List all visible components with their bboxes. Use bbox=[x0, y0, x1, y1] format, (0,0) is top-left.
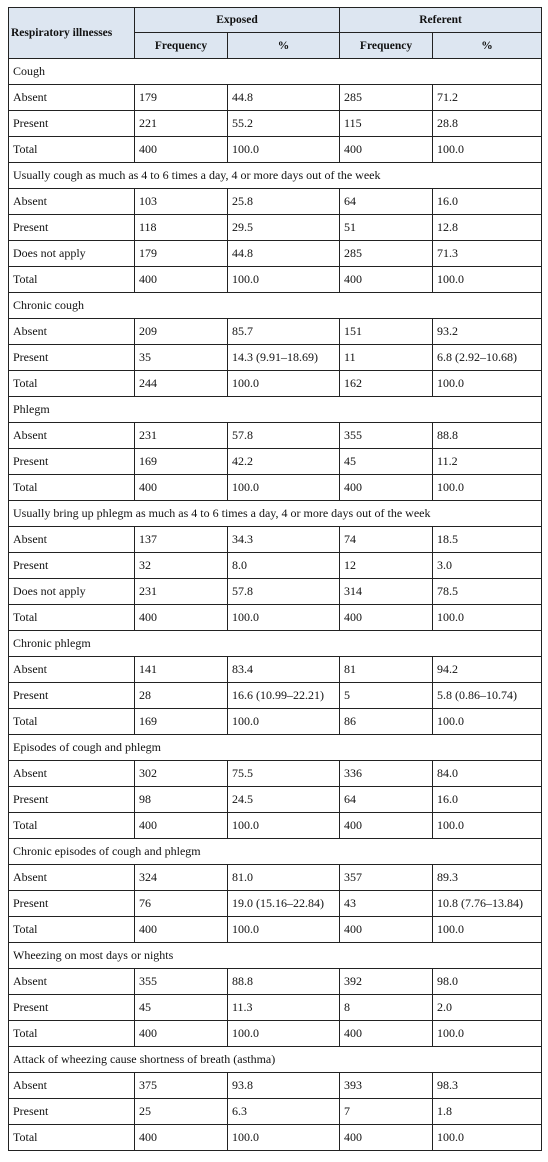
row-label-cell: Absent bbox=[9, 1073, 135, 1099]
exposed-frequency-cell: 45 bbox=[135, 995, 228, 1021]
table-row bbox=[9, 137, 542, 163]
exposed-percent-cell: 16.6 (10.99–22.21) bbox=[228, 683, 340, 709]
row-label-cell: Does not apply bbox=[9, 579, 135, 605]
group-header-exposed: Exposed bbox=[135, 8, 340, 33]
section-row bbox=[9, 839, 542, 865]
table-row bbox=[9, 761, 542, 787]
table-row bbox=[9, 865, 542, 891]
exposed-percent-cell: 75.5 bbox=[228, 761, 340, 787]
referent-percent-cell: 89.3 bbox=[433, 865, 542, 891]
row-label-cell: Absent bbox=[9, 85, 135, 111]
referent-percent-cell: 84.0 bbox=[433, 761, 542, 787]
row-label-cell: Present bbox=[9, 215, 135, 241]
exposed-frequency-cell: 400 bbox=[135, 267, 228, 293]
referent-percent-cell: 98.0 bbox=[433, 969, 542, 995]
table-row bbox=[9, 605, 542, 631]
referent-percent-cell: 100.0 bbox=[433, 371, 542, 397]
table-row bbox=[9, 683, 542, 709]
referent-frequency-cell: 12 bbox=[340, 553, 433, 579]
exposed-frequency-cell: 400 bbox=[135, 605, 228, 631]
exposed-frequency-cell: 137 bbox=[135, 527, 228, 553]
exposed-percent-cell: 100.0 bbox=[228, 475, 340, 501]
exposed-percent-cell: 93.8 bbox=[228, 1073, 340, 1099]
section-row bbox=[9, 397, 542, 423]
referent-frequency-cell: 5 bbox=[340, 683, 433, 709]
exposed-percent-cell: 83.4 bbox=[228, 657, 340, 683]
row-label-cell: Present bbox=[9, 1099, 135, 1125]
section-row bbox=[9, 293, 542, 319]
referent-percent-cell: 5.8 (0.86–10.74) bbox=[433, 683, 542, 709]
exposed-percent-cell: 100.0 bbox=[228, 813, 340, 839]
exposed-frequency-cell: 118 bbox=[135, 215, 228, 241]
referent-percent-cell: 100.0 bbox=[433, 605, 542, 631]
exposed-percent-cell: 100.0 bbox=[228, 709, 340, 735]
row-label-cell: Absent bbox=[9, 865, 135, 891]
exposed-frequency-cell: 400 bbox=[135, 137, 228, 163]
exposed-frequency-cell: 400 bbox=[135, 813, 228, 839]
table-row bbox=[9, 527, 542, 553]
exposed-percent-cell: 8.0 bbox=[228, 553, 340, 579]
referent-frequency-cell: 285 bbox=[340, 241, 433, 267]
exposed-percent-cell: 25.8 bbox=[228, 189, 340, 215]
section-title: Wheezing on most days or nights bbox=[9, 943, 542, 969]
row-label-cell: Total bbox=[9, 917, 135, 943]
exposed-frequency-cell: 375 bbox=[135, 1073, 228, 1099]
exposed-percent-cell: 55.2 bbox=[228, 111, 340, 137]
referent-frequency-cell: 45 bbox=[340, 449, 433, 475]
exposed-percent-cell: 24.5 bbox=[228, 787, 340, 813]
table-row bbox=[9, 1099, 542, 1125]
exposed-percent-cell: 100.0 bbox=[228, 137, 340, 163]
table-row bbox=[9, 709, 542, 735]
table-row bbox=[9, 579, 542, 605]
referent-frequency-cell: 7 bbox=[340, 1099, 433, 1125]
respiratory-illnesses-table bbox=[8, 7, 542, 1151]
row-label-cell: Present bbox=[9, 891, 135, 917]
referent-percent-cell: 2.0 bbox=[433, 995, 542, 1021]
exposed-frequency-cell: 400 bbox=[135, 475, 228, 501]
referent-frequency-cell: 64 bbox=[340, 787, 433, 813]
exposed-percent-cell: 6.3 bbox=[228, 1099, 340, 1125]
exposed-frequency-cell: 324 bbox=[135, 865, 228, 891]
exposed-frequency-cell: 179 bbox=[135, 241, 228, 267]
table-row bbox=[9, 553, 542, 579]
referent-percent-cell: 100.0 bbox=[433, 267, 542, 293]
referent-frequency-cell: 64 bbox=[340, 189, 433, 215]
section-title: Attack of wheezing cause shortness of breath (asthma) bbox=[9, 1047, 542, 1073]
referent-frequency-cell: 285 bbox=[340, 85, 433, 111]
section-title: Usually bring up phlegm as much as 4 to 6 times a day, 4 or more days out of the week bbox=[9, 501, 542, 527]
exposed-percent-cell: 100.0 bbox=[228, 917, 340, 943]
row-label-cell: Present bbox=[9, 553, 135, 579]
section-row bbox=[9, 501, 542, 527]
exposed-frequency-cell: 231 bbox=[135, 579, 228, 605]
section-row bbox=[9, 631, 542, 657]
row-label-cell: Total bbox=[9, 605, 135, 631]
referent-percent-cell: 71.3 bbox=[433, 241, 542, 267]
exposed-percent-cell: 100.0 bbox=[228, 1021, 340, 1047]
referent-percent-cell: 100.0 bbox=[433, 917, 542, 943]
exposed-percent-cell: 100.0 bbox=[228, 1125, 340, 1151]
referent-percent-cell: 94.2 bbox=[433, 657, 542, 683]
row-label-cell: Present bbox=[9, 683, 135, 709]
exposed-frequency-cell: 400 bbox=[135, 917, 228, 943]
exposed-frequency-cell: 25 bbox=[135, 1099, 228, 1125]
row-label-cell: Total bbox=[9, 475, 135, 501]
referent-percent-cell: 71.2 bbox=[433, 85, 542, 111]
section-title: Chronic phlegm bbox=[9, 631, 542, 657]
exposed-frequency-cell: 141 bbox=[135, 657, 228, 683]
exposed-percent-cell: 44.8 bbox=[228, 241, 340, 267]
table-header bbox=[9, 8, 542, 59]
exposed-frequency-cell: 28 bbox=[135, 683, 228, 709]
section-title: Phlegm bbox=[9, 397, 542, 423]
referent-percent-cell: 78.5 bbox=[433, 579, 542, 605]
referent-frequency-cell: 393 bbox=[340, 1073, 433, 1099]
row-label-cell: Absent bbox=[9, 761, 135, 787]
table-row bbox=[9, 969, 542, 995]
referent-percent-cell: 12.8 bbox=[433, 215, 542, 241]
referent-frequency-cell: 357 bbox=[340, 865, 433, 891]
table-row bbox=[9, 111, 542, 137]
exposed-frequency-cell: 35 bbox=[135, 345, 228, 371]
referent-percent-cell: 100.0 bbox=[433, 813, 542, 839]
referent-frequency-cell: 8 bbox=[340, 995, 433, 1021]
section-title: Usually cough as much as 4 to 6 times a day, 4 or more days out of the week bbox=[9, 163, 542, 189]
row-label-cell: Total bbox=[9, 709, 135, 735]
referent-percent-cell: 16.0 bbox=[433, 189, 542, 215]
referent-percent-cell: 1.8 bbox=[433, 1099, 542, 1125]
exposed-percent-cell: 57.8 bbox=[228, 579, 340, 605]
table-row bbox=[9, 371, 542, 397]
section-row bbox=[9, 735, 542, 761]
referent-percent-cell: 98.3 bbox=[433, 1073, 542, 1099]
row-label-cell: Absent bbox=[9, 657, 135, 683]
table-row bbox=[9, 1021, 542, 1047]
section-row bbox=[9, 59, 542, 85]
referent-frequency-cell: 74 bbox=[340, 527, 433, 553]
referent-frequency-cell: 355 bbox=[340, 423, 433, 449]
row-label-cell: Total bbox=[9, 371, 135, 397]
table-row bbox=[9, 813, 542, 839]
row-label-cell: Present bbox=[9, 449, 135, 475]
referent-percent-header: % bbox=[433, 33, 542, 59]
section-row bbox=[9, 1047, 542, 1073]
referent-frequency-cell: 86 bbox=[340, 709, 433, 735]
row-label-cell: Present bbox=[9, 787, 135, 813]
table-row bbox=[9, 85, 542, 111]
referent-percent-cell: 3.0 bbox=[433, 553, 542, 579]
row-label-cell: Does not apply bbox=[9, 241, 135, 267]
exposed-frequency-cell: 400 bbox=[135, 1125, 228, 1151]
exposed-frequency-cell: 169 bbox=[135, 709, 228, 735]
referent-percent-cell: 28.8 bbox=[433, 111, 542, 137]
exposed-frequency-cell: 231 bbox=[135, 423, 228, 449]
table-row bbox=[9, 891, 542, 917]
referent-frequency-cell: 151 bbox=[340, 319, 433, 345]
referent-frequency-cell: 51 bbox=[340, 215, 433, 241]
exposed-percent-cell: 81.0 bbox=[228, 865, 340, 891]
row-label-cell: Total bbox=[9, 813, 135, 839]
referent-frequency-cell: 43 bbox=[340, 891, 433, 917]
exposed-percent-cell: 34.3 bbox=[228, 527, 340, 553]
row-label-cell: Present bbox=[9, 345, 135, 371]
referent-percent-cell: 10.8 (7.76–13.84) bbox=[433, 891, 542, 917]
referent-frequency-header: Frequency bbox=[340, 33, 433, 59]
referent-percent-cell: 100.0 bbox=[433, 709, 542, 735]
exposed-percent-cell: 100.0 bbox=[228, 371, 340, 397]
referent-percent-cell: 16.0 bbox=[433, 787, 542, 813]
table-row bbox=[9, 1125, 542, 1151]
group-header-referent: Referent bbox=[340, 8, 542, 33]
section-title: Cough bbox=[9, 59, 542, 85]
referent-percent-cell: 18.5 bbox=[433, 527, 542, 553]
exposed-percent-cell: 57.8 bbox=[228, 423, 340, 449]
table-row bbox=[9, 657, 542, 683]
row-label-cell: Present bbox=[9, 995, 135, 1021]
section-title: Episodes of cough and phlegm bbox=[9, 735, 542, 761]
referent-frequency-cell: 400 bbox=[340, 917, 433, 943]
table-row bbox=[9, 319, 542, 345]
referent-percent-cell: 93.2 bbox=[433, 319, 542, 345]
exposed-percent-cell: 14.3 (9.91–18.69) bbox=[228, 345, 340, 371]
exposed-percent-cell: 85.7 bbox=[228, 319, 340, 345]
table-row bbox=[9, 917, 542, 943]
row-label-cell: Total bbox=[9, 137, 135, 163]
row-label-cell: Total bbox=[9, 1021, 135, 1047]
referent-percent-cell: 6.8 (2.92–10.68) bbox=[433, 345, 542, 371]
referent-frequency-cell: 400 bbox=[340, 475, 433, 501]
referent-frequency-cell: 400 bbox=[340, 1021, 433, 1047]
table-row bbox=[9, 787, 542, 813]
exposed-frequency-cell: 103 bbox=[135, 189, 228, 215]
exposed-percent-cell: 44.8 bbox=[228, 85, 340, 111]
exposed-percent-header: % bbox=[228, 33, 340, 59]
section-row bbox=[9, 163, 542, 189]
table-row bbox=[9, 475, 542, 501]
table-row bbox=[9, 423, 542, 449]
exposed-frequency-cell: 355 bbox=[135, 969, 228, 995]
section-title: Chronic cough bbox=[9, 293, 542, 319]
row-label-cell: Total bbox=[9, 267, 135, 293]
row-label-cell: Absent bbox=[9, 189, 135, 215]
referent-percent-cell: 11.2 bbox=[433, 449, 542, 475]
referent-frequency-cell: 400 bbox=[340, 1125, 433, 1151]
exposed-frequency-cell: 209 bbox=[135, 319, 228, 345]
table-row bbox=[9, 1073, 542, 1099]
exposed-percent-cell: 42.2 bbox=[228, 449, 340, 475]
table-row bbox=[9, 241, 542, 267]
exposed-frequency-cell: 302 bbox=[135, 761, 228, 787]
referent-frequency-cell: 400 bbox=[340, 605, 433, 631]
referent-frequency-cell: 400 bbox=[340, 813, 433, 839]
exposed-percent-cell: 88.8 bbox=[228, 969, 340, 995]
referent-frequency-cell: 162 bbox=[340, 371, 433, 397]
exposed-frequency-cell: 98 bbox=[135, 787, 228, 813]
referent-frequency-cell: 400 bbox=[340, 137, 433, 163]
exposed-percent-cell: 100.0 bbox=[228, 605, 340, 631]
row-label-cell: Absent bbox=[9, 969, 135, 995]
table-row bbox=[9, 215, 542, 241]
exposed-percent-cell: 19.0 (15.16–22.84) bbox=[228, 891, 340, 917]
exposed-frequency-cell: 244 bbox=[135, 371, 228, 397]
referent-frequency-cell: 81 bbox=[340, 657, 433, 683]
table-row bbox=[9, 189, 542, 215]
referent-frequency-cell: 400 bbox=[340, 267, 433, 293]
referent-frequency-cell: 336 bbox=[340, 761, 433, 787]
section-title: Chronic episodes of cough and phlegm bbox=[9, 839, 542, 865]
exposed-percent-cell: 100.0 bbox=[228, 267, 340, 293]
row-label-cell: Present bbox=[9, 111, 135, 137]
exposed-frequency-cell: 179 bbox=[135, 85, 228, 111]
referent-frequency-cell: 115 bbox=[340, 111, 433, 137]
referent-percent-cell: 100.0 bbox=[433, 475, 542, 501]
table-body bbox=[9, 59, 542, 1151]
exposed-frequency-header: Frequency bbox=[135, 33, 228, 59]
row-label-cell: Absent bbox=[9, 423, 135, 449]
referent-percent-cell: 88.8 bbox=[433, 423, 542, 449]
row-label-cell: Absent bbox=[9, 527, 135, 553]
exposed-percent-cell: 29.5 bbox=[228, 215, 340, 241]
referent-frequency-cell: 392 bbox=[340, 969, 433, 995]
exposed-frequency-cell: 76 bbox=[135, 891, 228, 917]
table-row bbox=[9, 449, 542, 475]
referent-percent-cell: 100.0 bbox=[433, 137, 542, 163]
section-row bbox=[9, 943, 542, 969]
row-label-cell: Absent bbox=[9, 319, 135, 345]
row-label-header: Respiratory illnesses bbox=[9, 8, 135, 59]
referent-percent-cell: 100.0 bbox=[433, 1125, 542, 1151]
exposed-frequency-cell: 400 bbox=[135, 1021, 228, 1047]
row-label-cell: Total bbox=[9, 1125, 135, 1151]
referent-frequency-cell: 314 bbox=[340, 579, 433, 605]
table-row bbox=[9, 345, 542, 371]
exposed-frequency-cell: 32 bbox=[135, 553, 228, 579]
referent-frequency-cell: 11 bbox=[340, 345, 433, 371]
exposed-frequency-cell: 221 bbox=[135, 111, 228, 137]
exposed-percent-cell: 11.3 bbox=[228, 995, 340, 1021]
table-row bbox=[9, 267, 542, 293]
table-row bbox=[9, 995, 542, 1021]
referent-percent-cell: 100.0 bbox=[433, 1021, 542, 1047]
exposed-frequency-cell: 169 bbox=[135, 449, 228, 475]
